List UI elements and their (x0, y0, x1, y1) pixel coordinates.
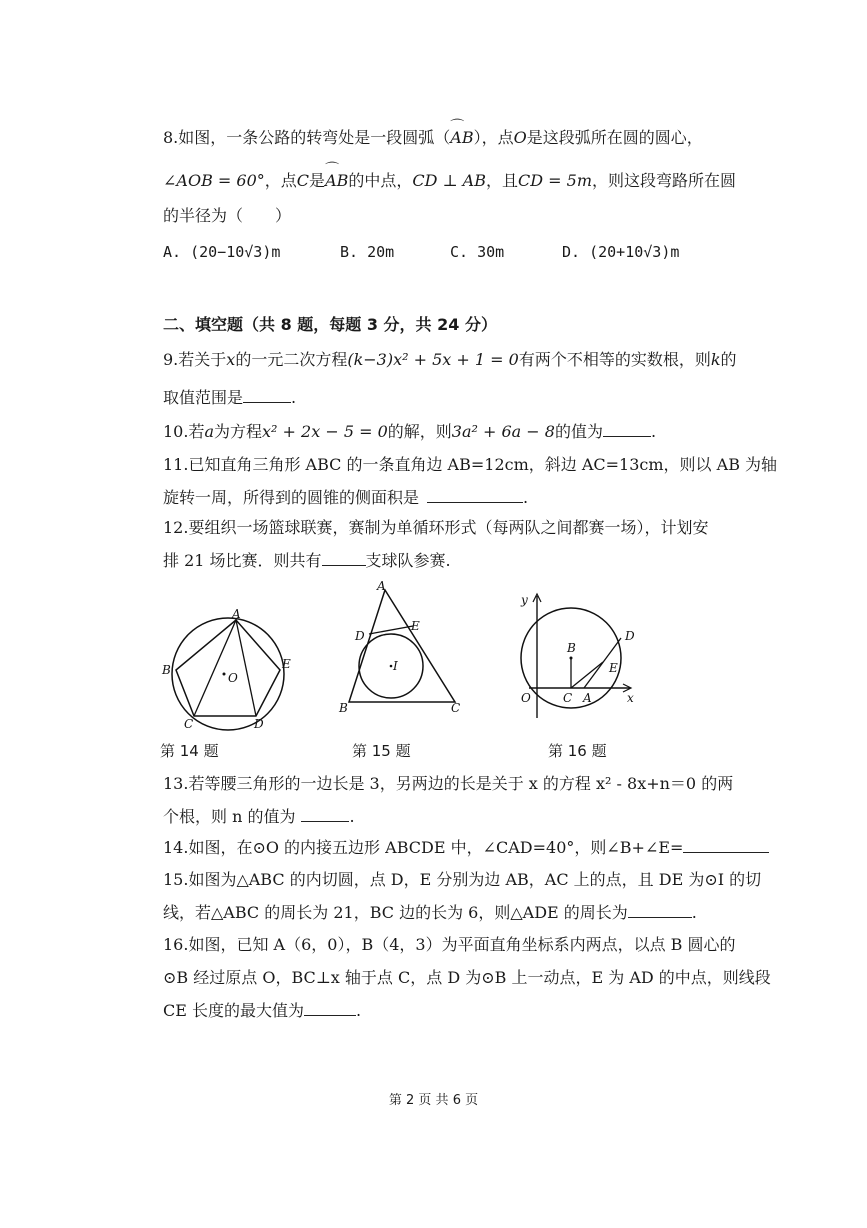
q8-text: ），点 (473, 128, 514, 147)
q12-line-1: 12.要组织一场篮球联赛，赛制为单循环形式（每两队之间都赛一场），计划安 (163, 518, 709, 537)
q10-equation: x² + 2x − 5 = 0 (262, 422, 388, 441)
point-c: C (296, 171, 310, 190)
var-a: a (204, 422, 214, 441)
q8-line-3: 的半径为（ ） (163, 206, 292, 225)
q8-text: 8.如图，一条公路的转弯处是一段圆弧（ (163, 128, 451, 147)
q8-option-d: D. (20+10√3)m (562, 243, 680, 261)
answer-blank (427, 488, 523, 503)
arc-ab: ⌒ AB (450, 128, 473, 147)
q10-text: 为方程 (214, 422, 263, 441)
label-o: O (521, 691, 531, 705)
segment-ac (194, 620, 236, 716)
segment-de (369, 626, 413, 634)
point-o: O (513, 128, 527, 147)
q16-line-1: 16.如图，已知 A（6，0），B（4，3）为平面直角坐标系内两点，以点 B 圆心的 (163, 935, 736, 954)
label-d: D (355, 629, 365, 643)
segment-ad (236, 620, 256, 716)
answer-blank (683, 838, 769, 853)
q14-line (163, 837, 769, 859)
q10-text: 的值为 (554, 422, 603, 441)
q8-text: 是这段弧所在圆的圆心， (526, 128, 703, 147)
answer-blank (322, 551, 366, 566)
angle-aob: ∠AOB = 60° (163, 171, 265, 190)
q11-text: 旋转一周，所得到的圆锥的侧面积是 (163, 488, 420, 507)
point-b-dot (570, 657, 573, 660)
answer-blank (301, 807, 349, 822)
label-c: C (563, 691, 573, 705)
pentagon-abcde (176, 620, 280, 716)
q8-option-a: A. (20−10√3)m (163, 243, 281, 261)
q16-text: CE 长度的最大值为 (163, 1001, 305, 1020)
center-dot (390, 665, 393, 668)
label-a: A (583, 691, 592, 705)
figure-16 (515, 588, 645, 723)
q15-line-2 (163, 902, 697, 924)
q13-line-1: 13.若等腰三角形的一边长是 3，另两边的长是关于 x 的方程 x² - 8x+n＝0 的两 (163, 774, 734, 793)
q11-text: . (523, 488, 529, 507)
q12-text: 排 21 场比赛．则共有 (163, 551, 322, 570)
label-o: O (228, 671, 238, 685)
label-b: B (162, 663, 171, 677)
caption-fig-14: 第 14 题 (160, 742, 219, 760)
figure-15 (335, 578, 470, 718)
q9-text: 的 (720, 350, 737, 369)
q12-line-2 (163, 550, 451, 572)
q8-line-1 (163, 127, 703, 149)
label-a: A (232, 608, 241, 621)
q9-text: 有两个不相等的实数根，则 (518, 350, 711, 369)
label-e: E (609, 661, 618, 675)
cd-length: CD = 5m (518, 171, 593, 190)
q15-line-1: 15.如图为△ABC 的内切圆，点 D，E 分别为边 AB，AC 上的点，且 DE 为⊙I 的切 (163, 870, 762, 889)
q14-text: 14.如图，在⊙O 的内接五边形 ABCDE 中，∠CAD=40°，则∠B+∠E= (163, 838, 684, 857)
q9-text: 取值范围是 (163, 388, 244, 407)
q9-line-1 (163, 349, 737, 371)
q10-text: . (650, 422, 657, 441)
q10-text: 的解，则 (387, 422, 452, 441)
cd-perp-ab: CD ⊥ AB (412, 171, 486, 190)
q8-text: 的中点， (348, 171, 413, 190)
q13-text: 个根，则 n 的值为 (163, 807, 296, 826)
q10-text: 10.若 (163, 422, 205, 441)
label-x: x (627, 691, 634, 705)
label-b: B (567, 641, 576, 655)
q9-text: 9.若关于 (163, 350, 227, 369)
label-i: I (393, 659, 398, 673)
q9-line-2 (163, 387, 296, 409)
q13-text: . (349, 807, 355, 826)
label-d: D (254, 717, 264, 731)
q9-equation: (k−3)x² + 5x + 1 = 0 (347, 350, 519, 369)
q16-text: . (356, 1001, 362, 1020)
q10-line (163, 421, 656, 443)
label-y: y (521, 593, 528, 607)
answer-blank (628, 903, 692, 918)
q8-text: ，且 (486, 171, 519, 190)
q11-line-1: 11.已知直角三角形 ABC 的一条直角边 AB=12cm，斜边 AC=13cm，则以 AB 为轴 (163, 455, 778, 474)
q8-line-2 (163, 170, 736, 192)
answer-blank (603, 422, 651, 437)
q9-text: . (291, 388, 297, 407)
label-e: E (411, 619, 420, 633)
q9-text: 的一元二次方程 (235, 350, 348, 369)
q8-text: 是 (309, 171, 326, 190)
label-a: A (377, 579, 386, 593)
q15-text: . (691, 903, 697, 922)
q16-line-2: ⊙B 经过原点 O，BC⊥x 轴于点 C，点 D 为⊙B 上一动点，E 为 AD 的中点，则线段 (163, 968, 771, 987)
page-footer: 第 2 页 共 6 页 (388, 1093, 479, 1108)
label-e: E (282, 657, 291, 671)
caption-fig-15: 第 15 题 (352, 742, 411, 760)
q12-text: 支球队参赛. (365, 551, 451, 570)
q8-option-c: C. 30m (450, 243, 505, 261)
q10-expression: 3a² + 6a − 8 (451, 422, 555, 441)
label-c: C (184, 717, 194, 731)
center-dot (223, 673, 226, 676)
q15-text: 线，若△ABC 的周长为 21，BC 边的长为 6，则△ADE 的周长为 (163, 903, 628, 922)
var-k: k (710, 350, 721, 369)
q8-text: ，点 (264, 171, 297, 190)
answer-blank (243, 388, 291, 403)
q8-option-b: B. 20m (340, 243, 395, 261)
q11-line-2 (163, 487, 528, 509)
label-d: D (625, 629, 635, 643)
q8-text: ，则这段弯路所在圆 (592, 171, 737, 190)
answer-blank (304, 1001, 356, 1016)
q13-line-2 (163, 806, 355, 828)
q16-line-3 (163, 1000, 361, 1022)
arc-ab: ⌒ AB (325, 171, 348, 190)
figure-14 (158, 608, 298, 733)
label-b: B (339, 701, 348, 715)
section-heading: 二、填空题（共 8 题，每题 3 分，共 24 分） (163, 315, 497, 334)
var-x: x (226, 350, 236, 369)
caption-fig-16: 第 16 题 (548, 742, 607, 760)
label-c: C (451, 701, 461, 715)
